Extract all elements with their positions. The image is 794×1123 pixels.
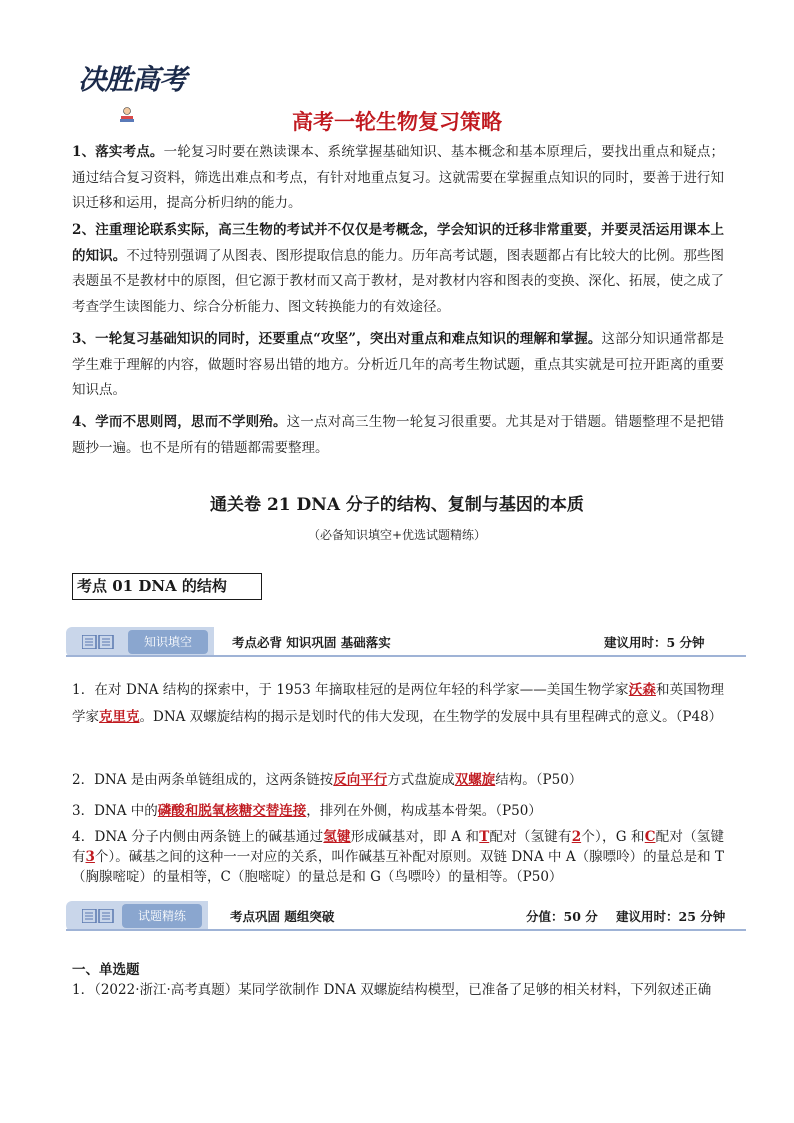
strategy-lead: 3、一轮复习基础知识的同时，还要重点“攻坚”，突出对重点和难点知识的理解和掌握。	[72, 331, 602, 347]
fill-text: 配对（氢键有	[72, 829, 725, 865]
answer-blank: 反向平行	[333, 772, 388, 788]
fill-text: 个）。碱基之间的这种一一对应的关系，叫作碱基互补配对原则。双链 DNA 中 A（腺嘌呤）的量总是和 T（胸腺嘧啶）的量相等，C（胞嘧啶）的量总是和 G（鸟嘌呤）的量相等。（P50）	[72, 849, 724, 885]
answer-blank: 沃森	[628, 682, 656, 698]
strategy-text: 这一点对高三生物一轮复习很重要。尤其是对于错题。错题整理不是把错题抄一遍。也不是所有的错题都需要整理。	[72, 414, 724, 456]
page-title: 高考一轮生物复习策略	[292, 110, 502, 134]
strategy-text: 这部分知识通常都是学生难于理解的内容，做题时容易出错的地方。分析近几年的高考生物试题，重点其实就是可拉开距离的重要知识点。	[72, 331, 724, 398]
strategy-paragraph-4	[72, 410, 724, 461]
fill-text: 和英国物理学家	[72, 682, 725, 725]
strategy-text: 一轮复习时要在熟读课本、系统掌握基础知识、基本概念和基本原理后，要找出重点和疑点；通过结合复习资料，筛选出难点和考点，有针对地重点复习。这就需要在掌握重点知识的同时，要善于进行知识迁移和运用，提高分析归纳的能力。	[72, 144, 724, 211]
strategy-lead: 4、学而不思则罔，思而不学则殆。	[72, 414, 287, 430]
answer-blank: 3	[85, 849, 95, 865]
practice-bar	[66, 901, 746, 931]
strategy-lead: 1、落实考点。	[72, 144, 164, 160]
fill-text: 个），G 和	[581, 829, 645, 845]
fill-text: 1．在对 DNA 结构的探索中，于 1953 年摘取桂冠的是两位年轻的科学家——美国生物学家	[72, 682, 629, 698]
question-1: 1．（2022·浙江·高考真题）某同学欲制作 DNA 双螺旋结构模型，已准备了足够的相关材料，下列叙述正确	[72, 982, 712, 998]
strategy-paragraph-2	[72, 218, 724, 320]
answer-blank: C	[644, 829, 656, 845]
section-subtitle: （必备知识填空+优选试题精练）	[307, 528, 487, 542]
answer-blank: 双螺旋	[454, 772, 496, 788]
strategy-paragraph-3	[72, 327, 724, 404]
tab-label: 试题精练	[122, 904, 202, 928]
book-icon	[82, 635, 114, 649]
knowledge-fill-bar	[66, 627, 746, 657]
fill-text: 4．DNA 分子内侧由两条链上的碱基通过	[72, 829, 324, 845]
bar-underline	[66, 929, 746, 931]
strategy-text: 不过特别强调了从图表、图形提取信息的能力。历年高考试题，图表题都占有比较大的比例。那些图表题虽不是教材中的原图，但它源于教材而又高于教材，是对教材内容和图表的变换、深化、拓展，使之成了考查学生读图能力、综合分析能力、图文转换能力的有效途径。	[72, 247, 725, 315]
fill-item-1	[72, 677, 724, 731]
fill-item-4	[72, 827, 724, 887]
answer-blank: 克里克	[99, 709, 140, 725]
strategy-paragraph-1	[72, 140, 724, 217]
fill-text: 3．DNA 中的	[72, 803, 158, 819]
tab-label: 知识填空	[128, 630, 208, 654]
strategy-lead: 2、注重理论联系实际，高三生物的考试并不仅仅是考概念，学会知识的迁移非常重要，并要灵活运用课本上的知识。	[72, 222, 724, 264]
suggested-time: 建议用时：5 分钟	[604, 635, 705, 650]
fill-text: ，排列在外侧，构成基本骨架。（P50）	[306, 803, 542, 819]
suggested-time: 建议用时：25 分钟	[616, 909, 726, 924]
fill-item-3	[72, 799, 724, 824]
fill-text: 配对（氢键有	[489, 829, 572, 845]
kaodian-heading: 考点 01 DNA 的结构	[72, 573, 262, 600]
fill-item-2	[72, 768, 724, 793]
bar-description: 考点巩固 题组突破	[230, 909, 335, 924]
fill-text: 方式盘旋成	[387, 772, 455, 788]
bar-underline	[66, 655, 746, 657]
section-title: 通关卷 21 DNA 分子的结构、复制与基因的本质	[210, 495, 584, 515]
book-icon	[82, 909, 114, 923]
answer-blank: 磷酸和脱氧核糖交替连接	[157, 803, 307, 819]
answer-blank: T	[479, 829, 490, 845]
fill-text: 结构。（P50）	[495, 772, 583, 788]
bar-description: 考点必背 知识巩固 基础落实	[232, 635, 391, 650]
logo-text: 决胜高考	[78, 63, 187, 96]
fill-text: 形成碱基对，即 A 和	[350, 829, 480, 845]
answer-blank: 氢键	[323, 829, 351, 845]
fill-text: 2．DNA 是由两条单链组成的，这两条链按	[72, 772, 334, 788]
answer-blank: 2	[571, 829, 582, 845]
fill-text: 。DNA 双螺旋结构的揭示是划时代的伟大发现，在生物学的发展中具有里程碑式的意义。（P48）	[139, 709, 723, 725]
score: 分值：50 分	[526, 909, 598, 924]
question-section-heading: 一、单选题	[72, 962, 140, 978]
